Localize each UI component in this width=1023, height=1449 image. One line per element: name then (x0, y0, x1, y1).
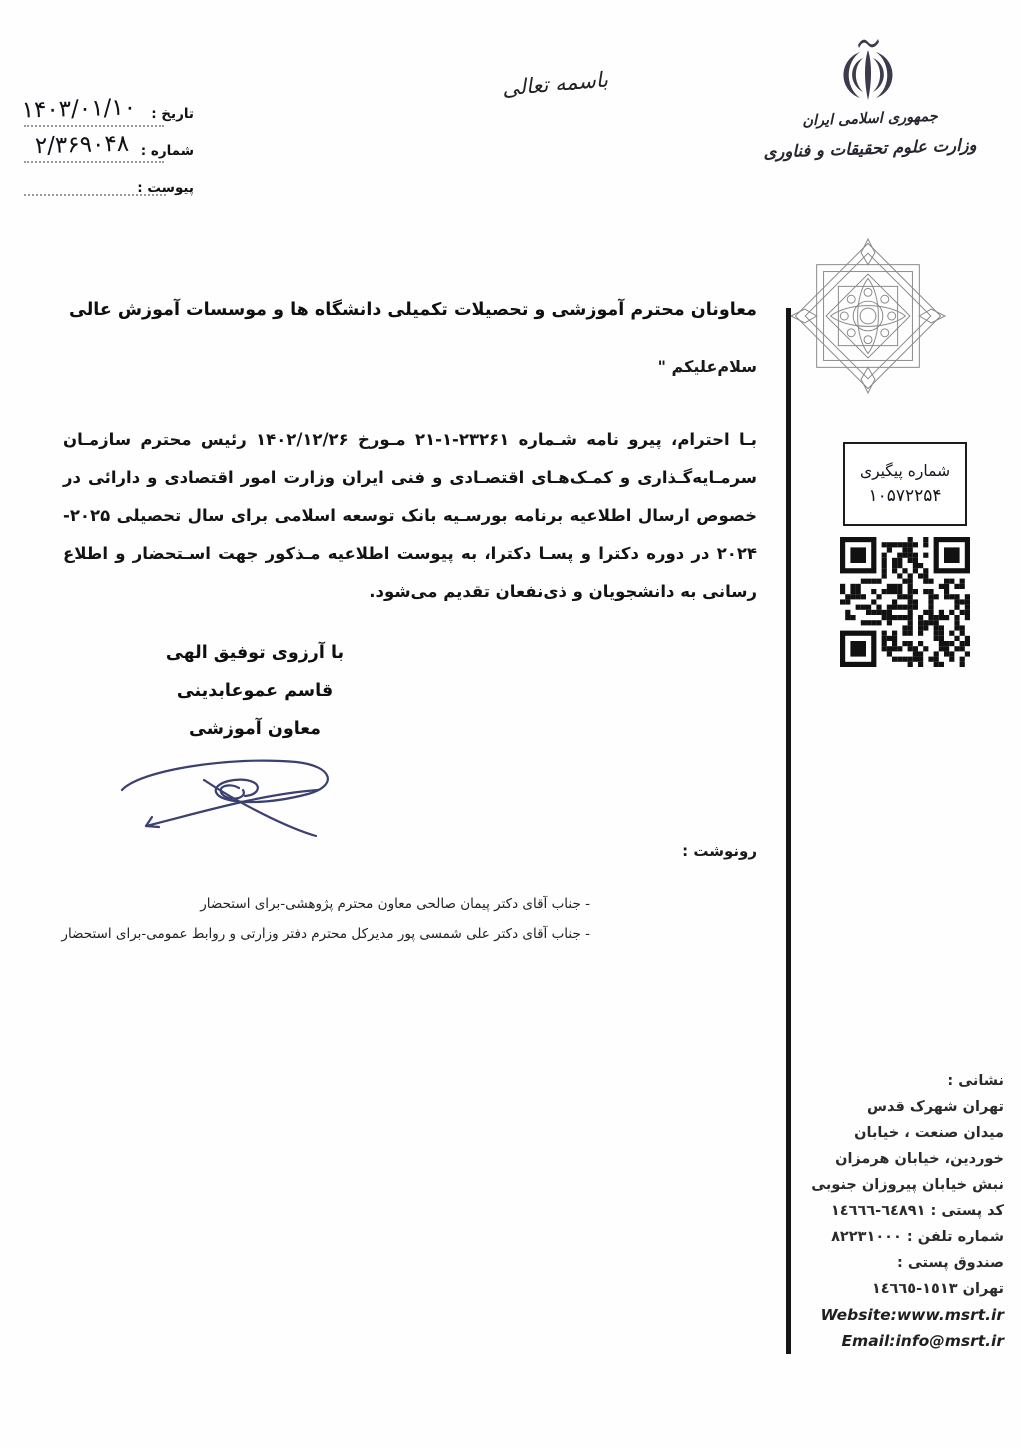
bismillah-text: باسمه تعالی (501, 67, 609, 101)
body-line: ۲۰۲۴ در دوره دکترا و پسـا دکترا، به پیوست اطلاعیه مـذکور جهت اسـتحضار و اطلاع (63, 544, 757, 563)
cc-item: - جناب آقای دکتر علی شمسی پور مدیرکل محترم دفتر وزارتی و روابط عمومی-برای استحضار (61, 926, 590, 942)
date-value: ۱۴۰۳/۰۱/۱۰ (21, 94, 137, 124)
body-line: رسانی به دانشجویان و ذی‌نفعان تقدیم می‌شود. (369, 582, 757, 601)
date-label: تاریخ : (151, 106, 194, 122)
signatory-title: معاون آموزشی (189, 719, 321, 739)
footer-address-block (798, 1068, 1004, 1354)
emblem-ministry-text: وزارت علوم تحقیقات و فناوری (763, 135, 977, 162)
cc-label: رونوشت : (682, 842, 757, 860)
signature-scribble (112, 746, 344, 840)
ornament-star-icon (789, 237, 947, 395)
recipient-heading: معاونان محترم آموزشی و تحصیلات تکمیلی دانشگاه ها و موسسات آموزش عالی (69, 300, 757, 320)
number-label: شماره : (140, 143, 194, 159)
body-line: بـا احترام، پیرو نامه شـماره ۲۳۲۶۱-۱-۲۱ مـورخ ۱۴۰۲/۱۲/۲۶ رئیس محترم سازمـان (63, 430, 757, 449)
attachment-dotted-line (24, 194, 166, 196)
address-line: میدان صنعت ، خیابان (854, 1125, 1004, 1141)
email-text: Email:info@msrt.ir (841, 1332, 1004, 1350)
address-line: خوردین، خیابان هرمزان (835, 1151, 1004, 1167)
signature-block (115, 634, 395, 748)
signatory-name: قاسم عموعابدینی (176, 681, 334, 701)
tracking-number-box (843, 442, 967, 526)
emblem-country-text: جمهوری اسلامی ایران (802, 107, 938, 130)
qr-code (840, 537, 970, 667)
attachment-label: پیوست : (137, 180, 194, 196)
tracking-label: شماره پیگیری (859, 462, 951, 480)
cc-item: - جناب آقای دکتر پیمان صالحی معاون محترم پژوهشی-برای استحضار (200, 896, 590, 912)
letter-body (63, 421, 757, 611)
postal-code: کد پستی : ٦٤٨٩١-١٤٦٦٦ (830, 1203, 1004, 1219)
address-line: نبش خیابان پیروزان جنوبی (811, 1177, 1004, 1193)
address-label: نشانی : (947, 1073, 1004, 1089)
pobox-label: صندوق پستی : (897, 1255, 1004, 1271)
number-value: ۲/۳۶۹۰۴۸ (34, 130, 130, 160)
body-line: سرمـایه‌گـذاری و کمـک‌هـای اقتصـادی و فنی ایران وزارت امور اقتصادی و دارائی در (63, 468, 757, 487)
number-dotted-line (24, 161, 164, 163)
body-line: خصوص ارسال اطلاعیه برنامه بورسـیه بانک توسعه اسلامی برای سال تحصیلی ۲۰۲۵- (63, 506, 757, 525)
salutation-text: سلام‌علیکم " (657, 357, 757, 376)
vertical-divider-line (786, 308, 791, 1354)
address-line: تهران شهرک قدس (866, 1099, 1004, 1115)
phone-number: شماره تلفن : ٨٢٢٣١٠٠٠ (831, 1229, 1004, 1245)
pobox-value: تهران ١٥١٣-١٤٦٦٥ (871, 1281, 1004, 1297)
cc-list (60, 889, 590, 949)
signature-blessing: با آرزوی توفیق الهی (165, 643, 345, 663)
date-dotted-line (24, 125, 164, 127)
website-text: Website:www.msrt.ir (820, 1306, 1004, 1324)
tracking-number: ۱۰۵۷۲۲۵۴ (868, 486, 942, 506)
iran-emblem-icon (834, 34, 902, 110)
